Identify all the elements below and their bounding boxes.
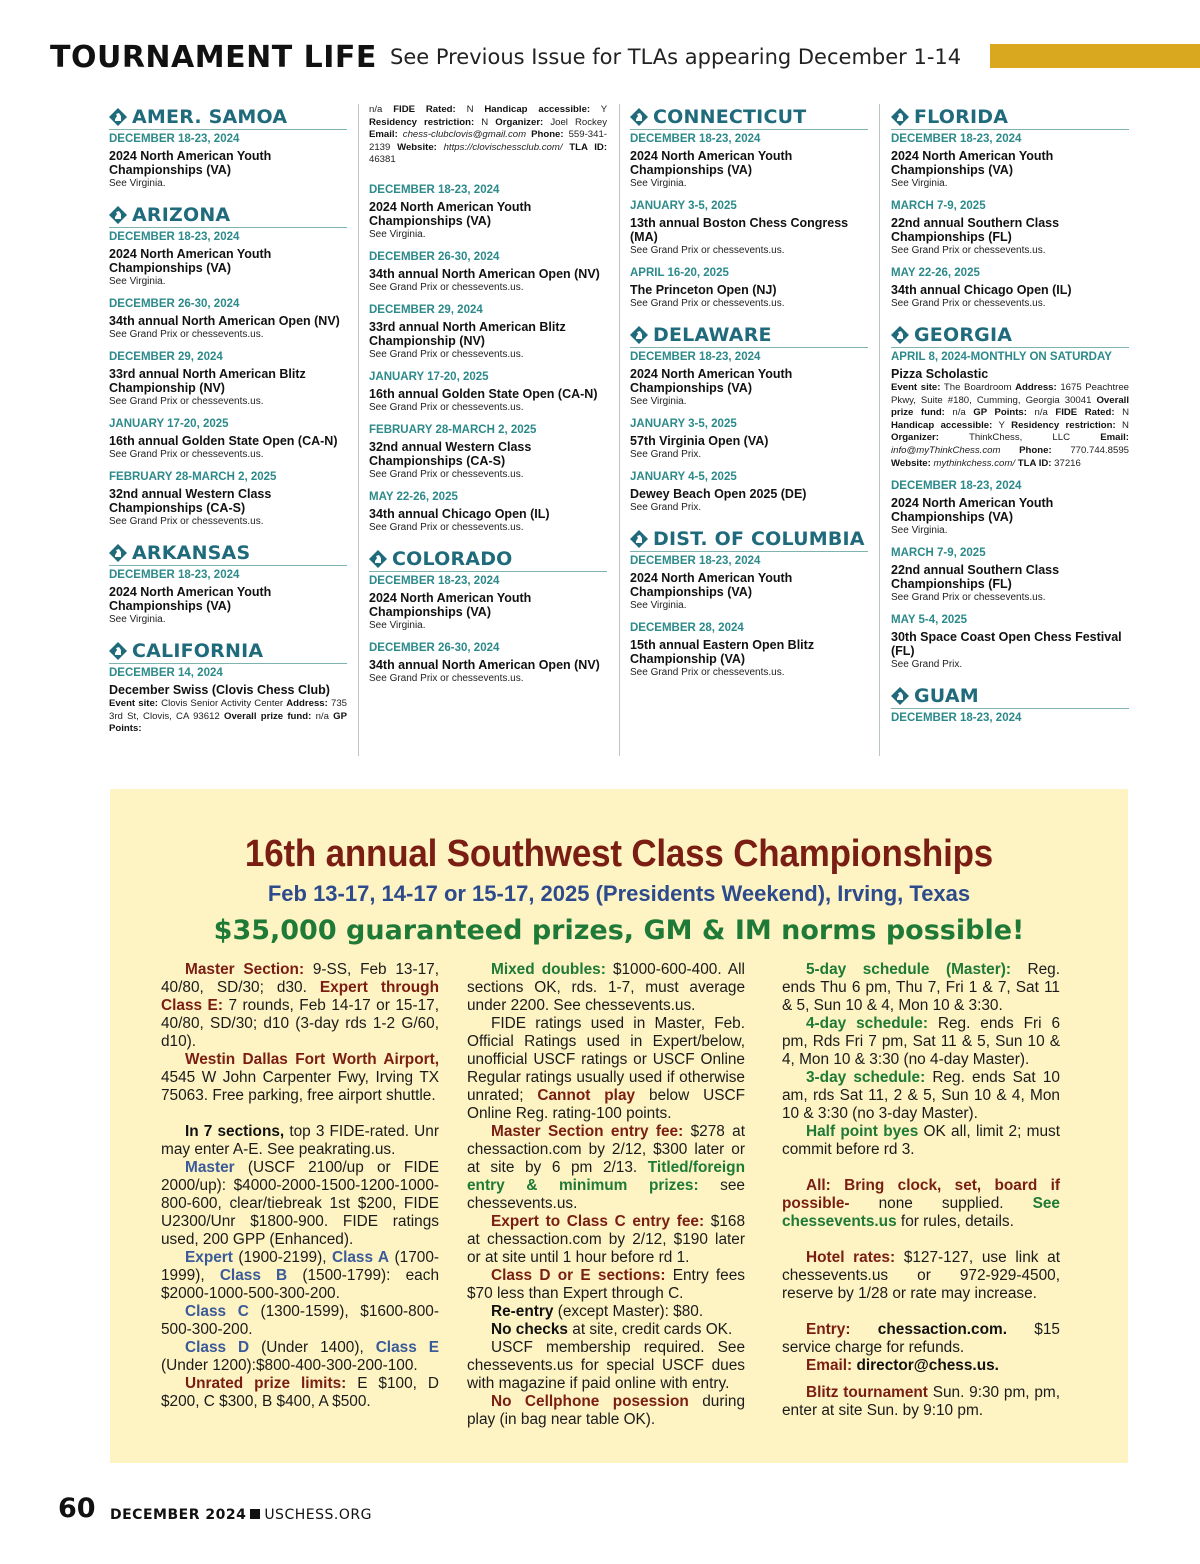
- tla-entry: [109, 230, 347, 288]
- event-date: DECEMBER 18-23, 2024: [891, 133, 1022, 145]
- tla-entry: [891, 546, 1129, 604]
- state-heading-california: [109, 640, 347, 664]
- tla-entry: [891, 266, 1129, 310]
- event-date: MAY 22-26, 2025: [369, 490, 458, 503]
- event-note: See Grand Prix or chessevents.us.: [891, 298, 1046, 309]
- ad-paragraph: 5-day schedule (Master): Reg. ends Thu 6 pm, Thu 7, Fri 1 & 7, Sat 11 & 5, Sun 10 & 4, Mon 10 & 3:30.: [782, 961, 1060, 1014]
- chess-knight-icon: [109, 206, 127, 224]
- ad-paragraph: Blitz tournament Sun. 9:30 pm, pm, enter at site Sun. by 9:10 pm.: [782, 1384, 1060, 1419]
- event-title: 33rd annual North American Blitz Championship (NV): [369, 319, 566, 348]
- state-name: ARIZONA: [132, 204, 231, 226]
- ad-paragraph: Master Section entry fee: $278 at chessaction.com by 2/12, $300 later or at site by 6 pm 2/13. Titled/foreign entry & minimum prizes: see chessevents.us.: [467, 1123, 745, 1212]
- event-note: See Virginia.: [369, 228, 426, 240]
- state-name: CONNECTICUT: [653, 106, 807, 128]
- event-title: 34th annual North American Open (NV): [369, 266, 600, 281]
- event-date: DECEMBER 14, 2024: [109, 667, 223, 679]
- state-heading-amer-samoa: [109, 106, 347, 130]
- ad-column-2: [467, 961, 745, 1429]
- chess-knight-icon: [891, 687, 909, 705]
- tla-column-4: [891, 104, 1129, 760]
- chess-knight-icon: [891, 108, 909, 126]
- event-title: 22nd annual Southern Class Championships (FL): [891, 563, 1060, 592]
- event-title: 30th Space Coast Open Chess Festival (FL): [891, 630, 1122, 659]
- tournament-advertisement: [110, 789, 1128, 1463]
- ad-paragraph: Class D (Under 1400), Class E (Under 1200):$800-400-300-200-100.: [161, 1339, 439, 1374]
- state-heading-georgia: [891, 324, 1129, 348]
- tla-entry: [630, 470, 868, 514]
- ad-dates: Feb 13-17, 14-17 or 15-17, 2025 (Presidents Weekend), Irving, Texas: [267, 881, 971, 906]
- event-title: 2024 North American Youth Championships (VA): [891, 496, 1054, 525]
- event-title: 34th annual North American Open (NV): [109, 314, 340, 328]
- site-name: USCHESS.ORG: [264, 1507, 372, 1523]
- event-title: 2024 North American Youth Championships (VA): [109, 247, 272, 275]
- event-title: 15th annual Eastern Open Blitz Championship (VA): [630, 638, 815, 666]
- event-note: See Grand Prix or chessevents.us.: [369, 401, 524, 413]
- state-name: DIST. OF COLUMBIA: [653, 528, 865, 550]
- section-subtitle: See Previous Issue for TLAs appearing December 1-14: [390, 45, 962, 69]
- event-note: See Virginia.: [891, 178, 948, 189]
- tla-column-2: [369, 104, 607, 760]
- event-title: 2024 North American Youth Championships (VA): [369, 590, 532, 619]
- event-date: FEBRUARY 28-MARCH 2, 2025: [369, 423, 537, 436]
- event-note: See Grand Prix or chessevents.us.: [369, 468, 524, 480]
- section-title: TOURNAMENT LIFE: [50, 40, 377, 75]
- event-note: See Grand Prix or chessevents.us.: [109, 516, 264, 527]
- event-title: The Princeton Open (NJ): [630, 283, 777, 297]
- issue-month: DECEMBER 2024: [110, 1507, 247, 1523]
- tla-entry: [891, 479, 1129, 537]
- event-title: 16th annual Golden State Open (CA-N): [369, 386, 598, 401]
- event-date: FEBRUARY 28-MARCH 2, 2025: [109, 471, 277, 483]
- event-title: 2024 North American Youth Championships (VA): [109, 149, 272, 177]
- state-heading-arkansas: [109, 542, 347, 566]
- ad-paragraph: Re-entry (except Master): $80.: [491, 1303, 704, 1320]
- event-title: 2024 North American Youth Championships (VA): [369, 199, 532, 228]
- state-name: GUAM: [914, 685, 979, 708]
- event-note: See Grand Prix.: [891, 659, 963, 671]
- ad-paragraph: Unrated prize limits: E $100, D $200, C $300, B $400, A $500.: [161, 1375, 439, 1410]
- chess-knight-icon: [369, 550, 387, 568]
- event-note: See Grand Prix or chessevents.us.: [369, 281, 524, 293]
- tla-column-3: [630, 104, 868, 760]
- event-title: 2024 North American Youth Championships (VA): [630, 367, 793, 395]
- page-header: [50, 40, 1200, 76]
- tla-entry: [891, 350, 1129, 470]
- event-date: DECEMBER 26-30, 2024: [369, 641, 500, 654]
- chess-knight-icon: [109, 642, 127, 660]
- event-title: December Swiss (Clovis Chess Club): [109, 683, 330, 697]
- tla-entry: [369, 250, 607, 294]
- event-note: See Virginia.: [109, 276, 166, 287]
- event-date: DECEMBER 18-23, 2024: [891, 480, 1022, 493]
- event-date: DECEMBER 18-23, 2024: [109, 231, 240, 243]
- event-date: JANUARY 4-5, 2025: [630, 471, 737, 483]
- event-note: See Grand Prix or chessevents.us.: [630, 667, 785, 678]
- state-name: ARKANSAS: [132, 542, 251, 564]
- column-divider: [358, 104, 359, 756]
- tla-entry: [630, 621, 868, 679]
- event-note: See Grand Prix or chessevents.us.: [369, 672, 524, 684]
- tla-entry: [109, 297, 347, 341]
- event-title: 13th annual Boston Chess Congress (MA): [630, 216, 849, 244]
- event-title: Dewey Beach Open 2025 (DE): [630, 487, 807, 501]
- chess-knight-icon: [891, 326, 909, 344]
- ad-paragraph: No Cellphone posession during play (in bag near table OK).: [467, 1393, 746, 1428]
- tla-entry: [630, 417, 868, 461]
- footer-square-icon: [250, 1509, 260, 1519]
- ad-paragraph: Expert to Class C entry fee: $168 at chessaction.com by 2/12, $190 later or at site until 1 hour before rd 1.: [467, 1213, 746, 1266]
- tla-entry: [369, 574, 607, 632]
- ad-paragraph: Westin Dallas Fort Worth Airport, 4545 W John Carpenter Fwy, Irving TX 75063. Free parking, free airport shuttle.: [161, 1051, 439, 1104]
- ad-paragraph: Class C (1300-1599), $1600-800-500-300-200.: [161, 1303, 439, 1338]
- state-heading-connecticut: [630, 106, 868, 130]
- event-date: DECEMBER 18-23, 2024: [369, 574, 500, 587]
- tla-entry: [630, 554, 868, 612]
- event-title: 16th annual Golden State Open (CA-N): [109, 434, 338, 448]
- tla-entry: [369, 370, 607, 414]
- tla-entry: [109, 470, 347, 528]
- ad-paragraph: 3-day schedule: Reg. ends Sat 10 am, rds Sat 11, 2 & 5, Sun 10 & 4, Mon 10 & 3:30 (no 3-day Master).: [782, 1069, 1060, 1122]
- event-date: APRIL 16-20, 2025: [630, 267, 729, 279]
- event-note: See Grand Prix or chessevents.us.: [630, 298, 785, 309]
- ad-paragraph: Class D or E sections: Entry fees $70 less than Expert through C.: [467, 1267, 745, 1302]
- ad-column-3: [782, 961, 1060, 1420]
- event-date: MAY 22-26, 2025: [891, 267, 980, 279]
- event-date: DECEMBER 18-23, 2024: [369, 183, 500, 196]
- event-title: Pizza Scholastic: [891, 367, 989, 381]
- tla-entry: [630, 132, 868, 190]
- event-date: DECEMBER 18-23, 2024: [630, 555, 761, 567]
- tla-entry: [630, 350, 868, 408]
- event-date: DECEMBER 18-23, 2024: [109, 133, 240, 145]
- event-note: See Virginia.: [891, 525, 948, 537]
- event-note: See Grand Prix or chessevents.us.: [891, 592, 1046, 604]
- tla-entry: [369, 183, 607, 241]
- event-date: DECEMBER 18-23, 2024: [630, 133, 761, 145]
- chess-knight-icon: [630, 326, 648, 344]
- ad-paragraph: Entry: chessaction.com. $15 service charge for refunds.: [782, 1321, 1060, 1356]
- tla-entry: [369, 423, 607, 481]
- chess-knight-icon: [109, 108, 127, 126]
- event-note: See Virginia.: [369, 619, 426, 631]
- event-date: DECEMBER 18-23, 2024: [109, 569, 240, 581]
- ad-paragraph: All: Bring clock, set, board if possible- none supplied. See chessevents.us for rules, details.: [782, 1177, 1060, 1230]
- event-note: See Grand Prix or chessevents.us.: [109, 449, 264, 460]
- state-name: COLORADO: [392, 547, 513, 570]
- event-note: See Virginia.: [109, 614, 166, 625]
- event-date: DECEMBER 18-23, 2024: [630, 351, 761, 363]
- event-details: Event site: Clovis Senior Activity Center Address: 735 3rd St, Clovis, CA 93612 Overall prize fund: n/a GP Points:: [109, 698, 347, 735]
- event-note: See Grand Prix or chessevents.us.: [369, 348, 524, 360]
- state-name: FLORIDA: [914, 106, 1009, 128]
- event-note: See Virginia.: [109, 178, 166, 189]
- event-note: See Grand Prix.: [630, 502, 702, 513]
- ad-column-1: [161, 961, 439, 1411]
- state-name: CALIFORNIA: [132, 640, 264, 662]
- tla-entry: [891, 613, 1129, 671]
- event-note: See Grand Prix or chessevents.us.: [369, 521, 524, 533]
- event-date: APRIL 8, 2024-MONTHLY ON SATURDAY: [891, 351, 1112, 363]
- ad-paragraph: USCF membership required. See chessevents.us for special USCF dues with magazine if paid online with entry.: [467, 1339, 745, 1392]
- event-note: See Virginia.: [630, 178, 687, 189]
- state-heading-arizona: [109, 204, 347, 228]
- event-title: 2024 North American Youth Championships (VA): [630, 571, 793, 599]
- event-note: See Grand Prix or chessevents.us.: [109, 396, 264, 407]
- state-heading-florida: [891, 106, 1129, 130]
- tla-entry: [109, 417, 347, 461]
- header-accent-bar: [990, 44, 1200, 68]
- tla-entry: [109, 666, 347, 736]
- event-date: JANUARY 17-20, 2025: [369, 370, 489, 383]
- event-date: DECEMBER 26-30, 2024: [369, 250, 500, 263]
- event-note: See Grand Prix.: [630, 449, 702, 460]
- ad-paragraph: Expert (1900-2199), Class A (1700-1999), Class B (1500-1799): each $2000-1000-500-300-200.: [161, 1249, 439, 1302]
- ad-prizes: $35,000 guaranteed prizes, GM & IM norms possible!: [213, 915, 1025, 946]
- event-date: JANUARY 3-5, 2025: [630, 418, 737, 430]
- event-date: DECEMBER 29, 2024: [109, 351, 223, 363]
- event-title: 2024 North American Youth Championships (VA): [630, 149, 793, 177]
- event-title: 2024 North American Youth Championships (VA): [891, 149, 1054, 177]
- ad-paragraph: Master (USCF 2100/up or FIDE 2000/up): $4000-2000-1500-1200-1000-800-600, clear/tiebreak 1st $200, FIDE U2300/Unr $1800-900. FIDE ratings used, 200 GPP (Enhanced).: [161, 1159, 439, 1248]
- event-details: Event site: The Boardroom Address: 1675 Peachtree Pkwy, Suite #180, Cumming, Georgia 30041 Overall prize fund: n/a GP Points: n/a FIDE Rated: N Handicap accessible: Y Residency restriction: N Organizer: ThinkChess, LLC Email: info@myThinkChess.com Phone: 770.744.8595 Website: mythinkchess.com/ TLA ID: 37216: [891, 382, 1129, 469]
- chess-knight-icon: [630, 108, 648, 126]
- event-note: See Virginia.: [630, 396, 687, 407]
- state-heading-dist-of-columbia: [630, 528, 868, 552]
- tla-column-1: [109, 104, 347, 760]
- event-date: MARCH 7-9, 2025: [891, 200, 986, 212]
- event-note: See Grand Prix or chessevents.us.: [891, 245, 1046, 256]
- tla-entry: [109, 568, 347, 626]
- state-name: GEORGIA: [914, 324, 1013, 346]
- event-note: See Grand Prix or chessevents.us.: [109, 329, 264, 340]
- state-heading-colorado: [369, 548, 607, 572]
- state-name: AMER. SAMOA: [132, 106, 288, 128]
- tla-entry: [109, 350, 347, 408]
- page-number: 60: [58, 1493, 96, 1524]
- ad-paragraph: Hotel rates: $127-127, use link at chessevents.us or 972-929-4500, reserve by 1/28 or rate may increase.: [782, 1249, 1060, 1302]
- tla-entry: [891, 199, 1129, 257]
- ad-paragraph: FIDE ratings used in Master, Feb. Official Ratings used in Expert/below, unofficial USCF ratings or USCF Online Regular ratings usually used if otherwise unrated; Cannot play below USCF Online Reg. rating-100 points.: [467, 1015, 745, 1122]
- event-details-continued: n/a FIDE Rated: N Handicap accessible: Y Residency restriction: N Organizer: Joel Rockey Email: chess-clubclovis@gmail.com Phone: 559-341-2139 Website: https://clovischessclub.com/ TLA ID: 46381: [369, 104, 607, 166]
- event-title: 32nd annual Western Class Championships (CA-S): [369, 439, 532, 468]
- state-name: DELAWARE: [653, 324, 772, 346]
- event-date: MAY 5-4, 2025: [891, 614, 968, 627]
- tla-entry: [891, 711, 1129, 725]
- tla-entry: [369, 303, 607, 361]
- state-heading-delaware: [630, 324, 868, 348]
- event-note: See Grand Prix or chessevents.us.: [630, 245, 785, 256]
- tla-entry: [891, 132, 1129, 190]
- tla-entry: [369, 641, 607, 685]
- event-title: 32nd annual Western Class Championships (CA-S): [109, 487, 272, 515]
- event-date: JANUARY 3-5, 2025: [630, 200, 737, 212]
- column-divider: [619, 104, 620, 756]
- state-heading-guam: [891, 685, 1129, 709]
- event-title: 22nd annual Southern Class Championships (FL): [891, 216, 1060, 244]
- ad-paragraph: Email: director@chess.us.: [806, 1357, 999, 1374]
- ad-paragraph: Master Section: 9-SS, Feb 13-17, 40/80, SD/30; d30. Expert through Class E: 7 rounds, Feb 14-17 or 15-17, 40/80, SD/30; d10 (3-day rds 1-2 G/60, d10).: [161, 961, 440, 1050]
- event-date: DECEMBER 28, 2024: [630, 622, 744, 634]
- event-title: 34th annual Chicago Open (IL): [891, 283, 1072, 297]
- tla-entry: [630, 266, 868, 310]
- chess-knight-icon: [630, 530, 648, 548]
- event-title: 33rd annual North American Blitz Championship (NV): [109, 367, 306, 395]
- event-note: See Virginia.: [630, 600, 687, 611]
- ad-paragraph: No checks at site, credit cards OK.: [491, 1321, 733, 1338]
- event-date: MARCH 7-9, 2025: [891, 547, 986, 560]
- event-title: 2024 North American Youth Championships (VA): [109, 585, 272, 613]
- event-date: DECEMBER 29, 2024: [369, 303, 483, 316]
- event-title: 34th annual Chicago Open (IL): [369, 506, 550, 521]
- event-title: 57th Virginia Open (VA): [630, 434, 769, 448]
- ad-paragraph: Mixed doubles: $1000-600-400. All sections OK, rds. 1-7, must average under 2200. See chessevents.us.: [467, 961, 745, 1014]
- column-divider: [879, 104, 880, 756]
- tla-entry: [109, 132, 347, 190]
- ad-paragraph: 4-day schedule: Reg. ends Fri 6 pm, Rds Fri 7 pm, Sat 11 & 5, Sun 10 & 4, Mon 10 & 3:30 (no 4-day Master).: [782, 1015, 1060, 1068]
- tla-entry: [369, 490, 607, 534]
- event-date: DECEMBER 18-23, 2024: [891, 712, 1022, 725]
- tla-entry: [630, 199, 868, 257]
- event-title: 34th annual North American Open (NV): [369, 657, 600, 672]
- page-footer: [110, 1507, 372, 1523]
- ad-paragraph: In 7 sections, top 3 FIDE-rated. Unr may enter A-E. See peakrating.us.: [161, 1123, 439, 1158]
- event-date: DECEMBER 26-30, 2024: [109, 298, 240, 310]
- chess-knight-icon: [109, 544, 127, 562]
- ad-title: 16th annual Southwest Class Championships: [244, 833, 994, 875]
- ad-paragraph: Half point byes OK all, limit 2; must commit before rd 3.: [782, 1123, 1061, 1158]
- event-date: JANUARY 17-20, 2025: [109, 418, 229, 430]
